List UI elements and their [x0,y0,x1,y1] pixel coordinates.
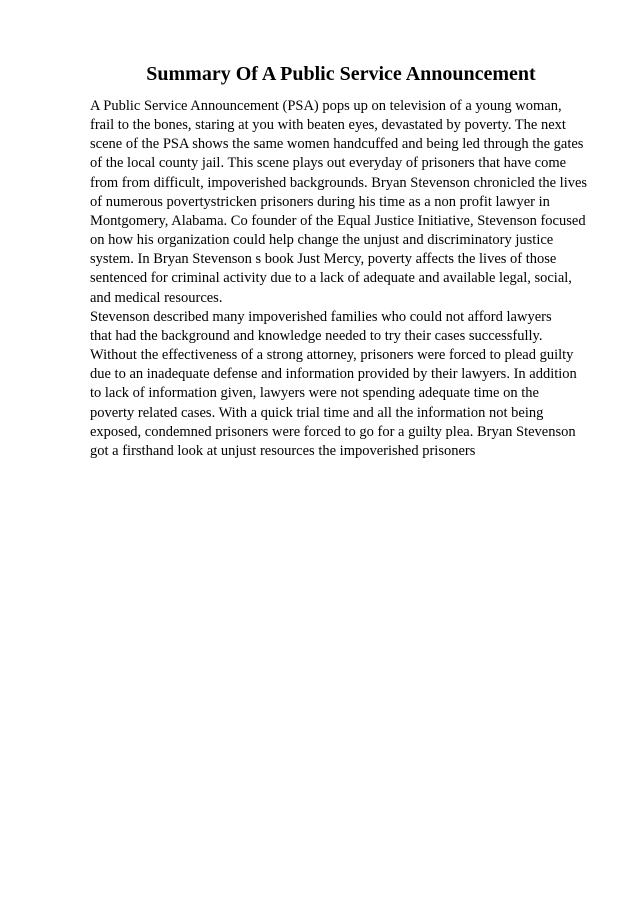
body-line: from from difficult, impoverished backgrounds. Bryan Stevenson chronicled the lives [90,174,588,191]
body-line: and medical resources. [90,289,223,306]
body-line: of the local county jail. This scene plays out everyday of prisoners that have come [90,155,567,172]
body-line: to lack of information given, lawyers were not spending adequate time on the [90,385,539,402]
body-line: got a firsthand look at unjust resources the impoverished prisoners [90,442,476,459]
body-line: exposed, condemned prisoners were forced to go for a guilty plea. Bryan Stevenson [90,423,576,440]
body-line: Stevenson described many impoverished families who could not afford lawyers [90,308,552,325]
body-line: Montgomery, Alabama. Co founder of the Equal Justice Initiative, Stevenson focused [90,212,586,229]
body-line: frail to the bones, staring at you with beaten eyes, devastated by poverty. The next [90,117,566,134]
body-line: on how his organization could help change the unjust and discriminatory justice [90,232,554,249]
body-line: Without the effectiveness of a strong attorney, prisoners were forced to plead guilty [90,347,574,364]
body-line: scene of the PSA shows the same women handcuffed and being led through the gates [90,136,584,153]
body-line: sentenced for criminal activity due to a lack of adequate and available legal, social, [90,270,572,287]
document-title: Summary Of A Public Service Announcement [146,63,536,85]
body-line: A Public Service Announcement (PSA) pops up on television of a young woman, [90,98,562,114]
body-line: system. In Bryan Stevenson s book Just Mercy, poverty affects the lives of those [90,251,557,268]
body-line: due to an inadequate defense and information provided by their lawyers. In addition [90,366,577,383]
document-body [90,97,600,461]
body-line: that had the background and knowledge needed to try their cases successfully. [90,327,543,344]
body-line: of numerous povertystricken prisoners during his time as a non profit lawyer in [90,193,550,210]
body-line: poverty related cases. With a quick trial time and all the information not being [90,404,544,421]
